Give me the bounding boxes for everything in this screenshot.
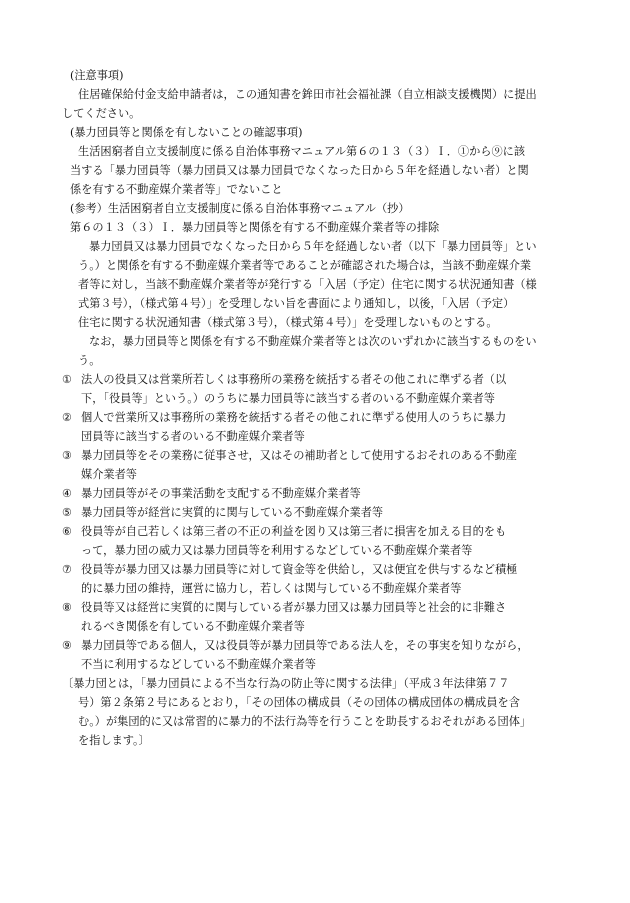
item-number: ⑤ <box>62 506 73 519</box>
item-number: ③ <box>62 449 73 462</box>
paragraph-line: う。 <box>78 354 101 367</box>
item-line: 暴力団員等をその業務に従事させ，又はその補助者として使用するおそれのある不動産 <box>81 449 517 462</box>
notice-line: 住居確保給付金支給申請者は，この通知書を鉾田市社会福祉課（自立相談支援機関）に提出 <box>78 88 537 101</box>
list-item <box>62 636 572 674</box>
item-line: って，暴力団の威力又は暴力団員等を利用するなどしている不動産媒介業者等 <box>81 544 473 557</box>
item-line: れるべき関係を有している不動産媒介業者等 <box>81 620 305 633</box>
paragraph-line: なお，暴力団員等と関係を有する不動産媒介業者等とは次のいずれかに該当するものをい <box>89 335 537 348</box>
item-line: 個人で営業所又は事務所の業務を統括する者その他これに準ずる使用人のうちに暴力 <box>81 411 507 424</box>
paragraph-line: 式第３号），（様式第４号）」を受理しない旨を書面により通知し，以後，「入居（予定） <box>78 297 515 310</box>
note-line: む。）が集団的に又は常習的に暴力的不法行為等を行うことを助長するおそれがある団体」 <box>78 715 532 728</box>
confirm-line: 係を有する不動産媒介業者等」でないこと <box>70 183 283 196</box>
item-number: ⑥ <box>62 525 73 538</box>
paragraph-line: 者等に対し，当該不動産媒介業者等が発行する「入居（予定）住宅に関する状況通知書（様 <box>78 278 537 291</box>
item-line: 暴力団員等が経営に実質的に関与している不動産媒介業者等 <box>81 506 384 519</box>
paragraph-line: う。）と関係を有する不動産媒介業者等であることが確認された場合は，当該不動産媒介業 <box>78 259 532 272</box>
item-line: 不当に利用するなどしている不動産媒介業者等 <box>81 658 316 671</box>
item-number: ⑧ <box>62 601 73 614</box>
list-item <box>62 560 572 598</box>
item-line: 暴力団員等がその事業活動を支配する不動産媒介業者等 <box>81 487 361 500</box>
item-number: ① <box>62 373 73 386</box>
item-line: 役員等が暴力団又は暴力団員等に対して資金等を供給し，又は便宜を供与するなど積極 <box>81 563 518 576</box>
notice-line: してください。 <box>62 107 141 120</box>
list-item <box>62 598 572 636</box>
item-number: ④ <box>62 487 73 500</box>
item-number: ⑦ <box>62 563 73 576</box>
list-item <box>62 370 572 408</box>
item-line: 下，「役員等」という。）のうちに暴力団員等に該当する者のいる不動産媒介業者等 <box>81 392 495 405</box>
list-item <box>62 522 572 560</box>
item-line: 的に暴力団の維持，運営に協力し，若しくは関与している不動産媒介業者等 <box>81 582 462 595</box>
item-line: 暴力団員等である個人，又は役員等が暴力団員等である法人を，その事実を知りながら， <box>81 639 529 652</box>
list-item <box>62 446 572 484</box>
item-line: 団員等に該当する者のいる不動産媒介業者等 <box>81 430 305 443</box>
note-line: を指します。〕 <box>78 734 150 747</box>
document-body <box>62 66 572 750</box>
notice-heading: (注意事項) <box>70 69 124 82</box>
item-line: 役員等又は経営に実質的に関与している者が暴力団又は暴力団員等と社会的に非難さ <box>81 601 507 614</box>
list-item <box>62 503 572 522</box>
list-item <box>62 408 572 446</box>
item-line: 役員等が自己若しくは第三者の不正の利益を図り又は第三者に損害を加える目的をも <box>81 525 507 538</box>
paragraph-line: 住宅に関する状況通知書（様式第３号），（様式第４号）」を受理しないものとする。 <box>78 316 498 329</box>
reference-section-title: 第６の１３（３）Ｉ．暴力団員等と関係を有する不動産媒介業者等の排除 <box>70 221 440 234</box>
list-item <box>62 484 572 503</box>
note-line: 〔暴力団とは，「暴力団員による不当な行為の防止等に関する法律」（平成３年法律第７７ <box>62 677 510 690</box>
item-number: ⑨ <box>62 639 73 652</box>
reference-heading: (参考）生活困窮者自立支援制度に係る自治体事務マニュアル（抄） <box>70 202 410 215</box>
note-line: 号）第２条第２号にあるとおり，「その団体の構成員（その団体の構成団体の構成員を含 <box>78 696 520 709</box>
item-number: ② <box>62 411 73 424</box>
confirm-heading: (暴力団員等と関係を有しないことの確認事項) <box>70 126 303 139</box>
confirm-line: 当する「暴力団員等（暴力団員又は暴力団員でなくなった日から５年を経過しない者）と関 <box>70 164 529 177</box>
item-line: 媒介業者等 <box>81 468 137 481</box>
paragraph-line: 暴力団員又は暴力団員でなくなった日から５年を経過しない者（以下「暴力団員等」とい <box>89 240 537 253</box>
confirm-line: 生活困窮者自立支援制度に係る自治体事務マニュアル第６の１３（３）Ｉ．①から⑨に該 <box>78 145 526 158</box>
item-line: 法人の役員又は営業所若しくは事務所の業務を統括する者その他これに準ずる者（以 <box>81 373 507 386</box>
